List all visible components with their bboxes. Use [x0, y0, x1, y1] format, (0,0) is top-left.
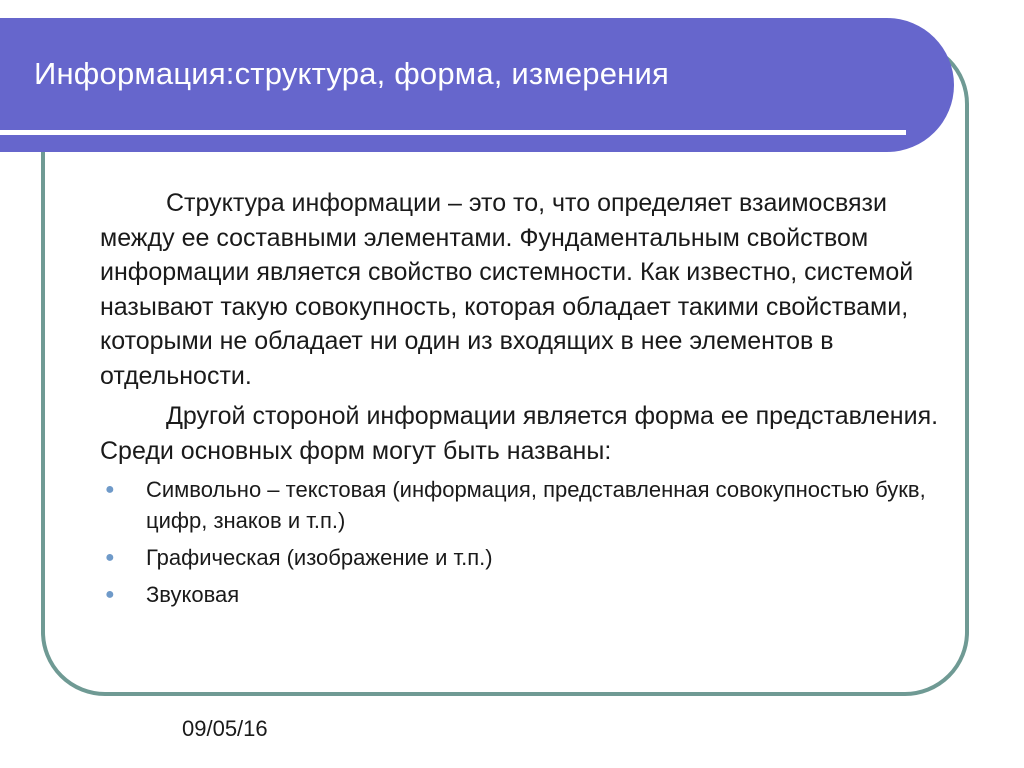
- list-item-text: Графическая (изображение и т.п.): [146, 545, 493, 570]
- slide-content: [100, 186, 940, 616]
- paragraph-form: Другой стороной информации является форма ее представления. Среди основных форм могут быть названы:: [100, 402, 939, 465]
- list-item: [44, 542, 940, 573]
- slide-title: Информация:структура, форма, измерения: [34, 56, 669, 91]
- round-bullet-icon: ●: [105, 586, 115, 603]
- slide-date: 09/05/16: [182, 716, 268, 741]
- list-item: [44, 474, 940, 536]
- round-bullet-icon: ●: [105, 549, 115, 566]
- title-underline: [0, 130, 906, 135]
- list-item-text: Символьно – текстовая (информация, представленная совокупностью букв, цифр, знаков и т.п.): [146, 477, 926, 533]
- round-bullet-icon: ●: [105, 481, 115, 498]
- list-item: [44, 579, 940, 610]
- paragraph-structure: Структура информации – это то, что определяет взаимосвязи между ее составными элементами. Фундаментальным свойством информации является свойство системности. Как известно, системой называют такую совокупность, которая обладает такими свойствами, которыми не обладает ни один из входящих в нее элементов в отдельности.: [100, 189, 914, 390]
- bullet-list: [44, 474, 940, 610]
- list-item-text: Звуковая: [146, 582, 240, 607]
